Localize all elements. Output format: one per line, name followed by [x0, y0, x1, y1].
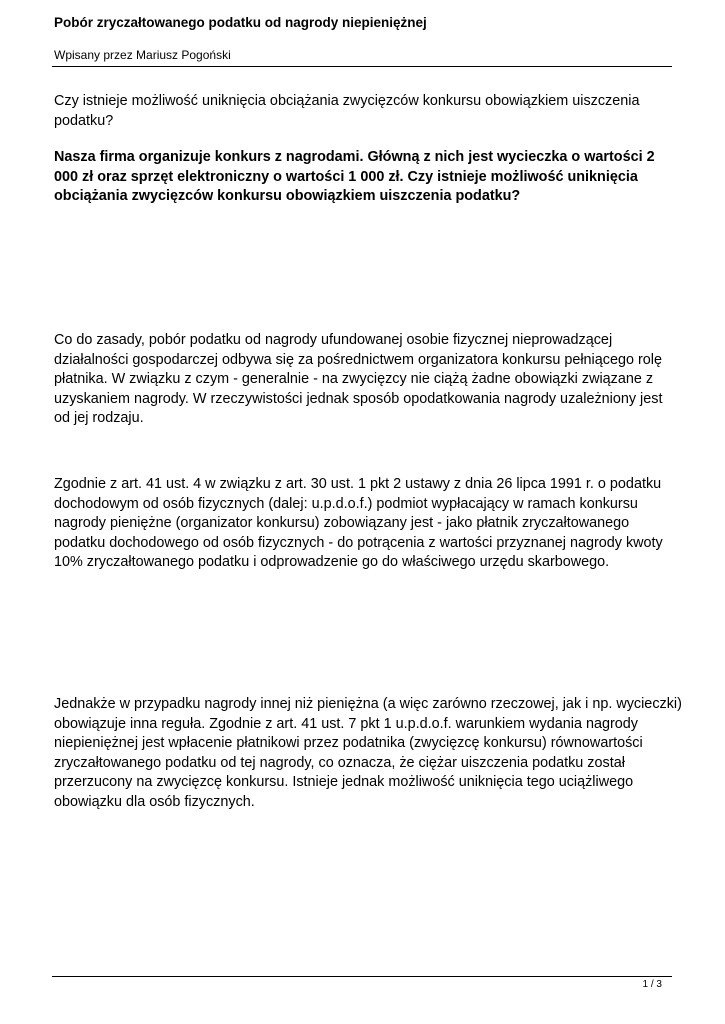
- question-detail-paragraph: Nasza firma organizuje konkurs z nagrodami. Główną z nich jest wycieczka o wartości 2 000 zł oraz sprzęt elektroniczny o wartości 1 000 zł. Czy istnieje możliwość uniknięcia obciążania zwycięzców konkursu obowiązkiem uiszczenia podatku?: [54, 149, 655, 204]
- page-number: 1 / 3: [642, 979, 662, 990]
- question-paragraph: Czy istnieje możliwość uniknięcia obciążania zwycięzców konkursu obowiązkiem uiszczenia podatku?: [54, 93, 640, 129]
- body-paragraph: Jednakże w przypadku nagrody innej niż pieniężna (a więc zarówno rzeczowej, jak i np. wycieczki) obowiązuje inna reguła. Zgodnie z art. 41 ust. 7 pkt 1 u.p.d.o.f. warunkiem wydania nagrody niepieniężnej jest wpłacenie płatnikowi przez podatnika (zwycięzcę konkursu) równowartości zryczałtowanego podatku od tej nagrody, co oznacza, że ciężar uiszczenia podatku został przerzucony na zwycięzcę konkursu. Istnieje jednak możliwość uniknięcia tego uciążliwego obowiązku dla osób fizycznych.: [54, 696, 682, 810]
- header-divider: [52, 66, 672, 67]
- body-paragraph: Zgodnie z art. 41 ust. 4 w związku z art. 30 ust. 1 pkt 2 ustawy z dnia 26 lipca 1991 r. o podatku dochodowym od osób fizycznych (dalej: u.p.d.o.f.) podmiot wypłacający w ramach konkursu nagrody pieniężne (organizator konkursu) zobowiązany jest - jako płatnik zryczałtowanego podatku dochodowego od osób fizycznych - do potrącenia z wartości przyznanej nagrody kwoty 10% zryczałtowanego podatku i odprowadzenie go do właściwego urzędu skarbowego.: [54, 476, 663, 570]
- body-paragraph: Co do zasady, pobór podatku od nagrody ufundowanej osobie fizycznej nieprowadzącej działalności gospodarczej odbywa się za pośrednictwem organizatora konkursu pełniącego rolę płatnika. W związku z czym - generalnie - na zwycięzcy nie ciążą żadne obowiązki związane z uzyskaniem nagrody. W rzeczywistości jednak sposób opodatkowania nagrody uzależniony jest od jej rodzaju.: [54, 332, 663, 426]
- footer-divider: [52, 976, 672, 977]
- page-title: Pobór zryczałtowanego podatku od nagrody niepieniężnej: [54, 15, 427, 30]
- author-byline: Wpisany przez Mariusz Pogoński: [54, 48, 231, 62]
